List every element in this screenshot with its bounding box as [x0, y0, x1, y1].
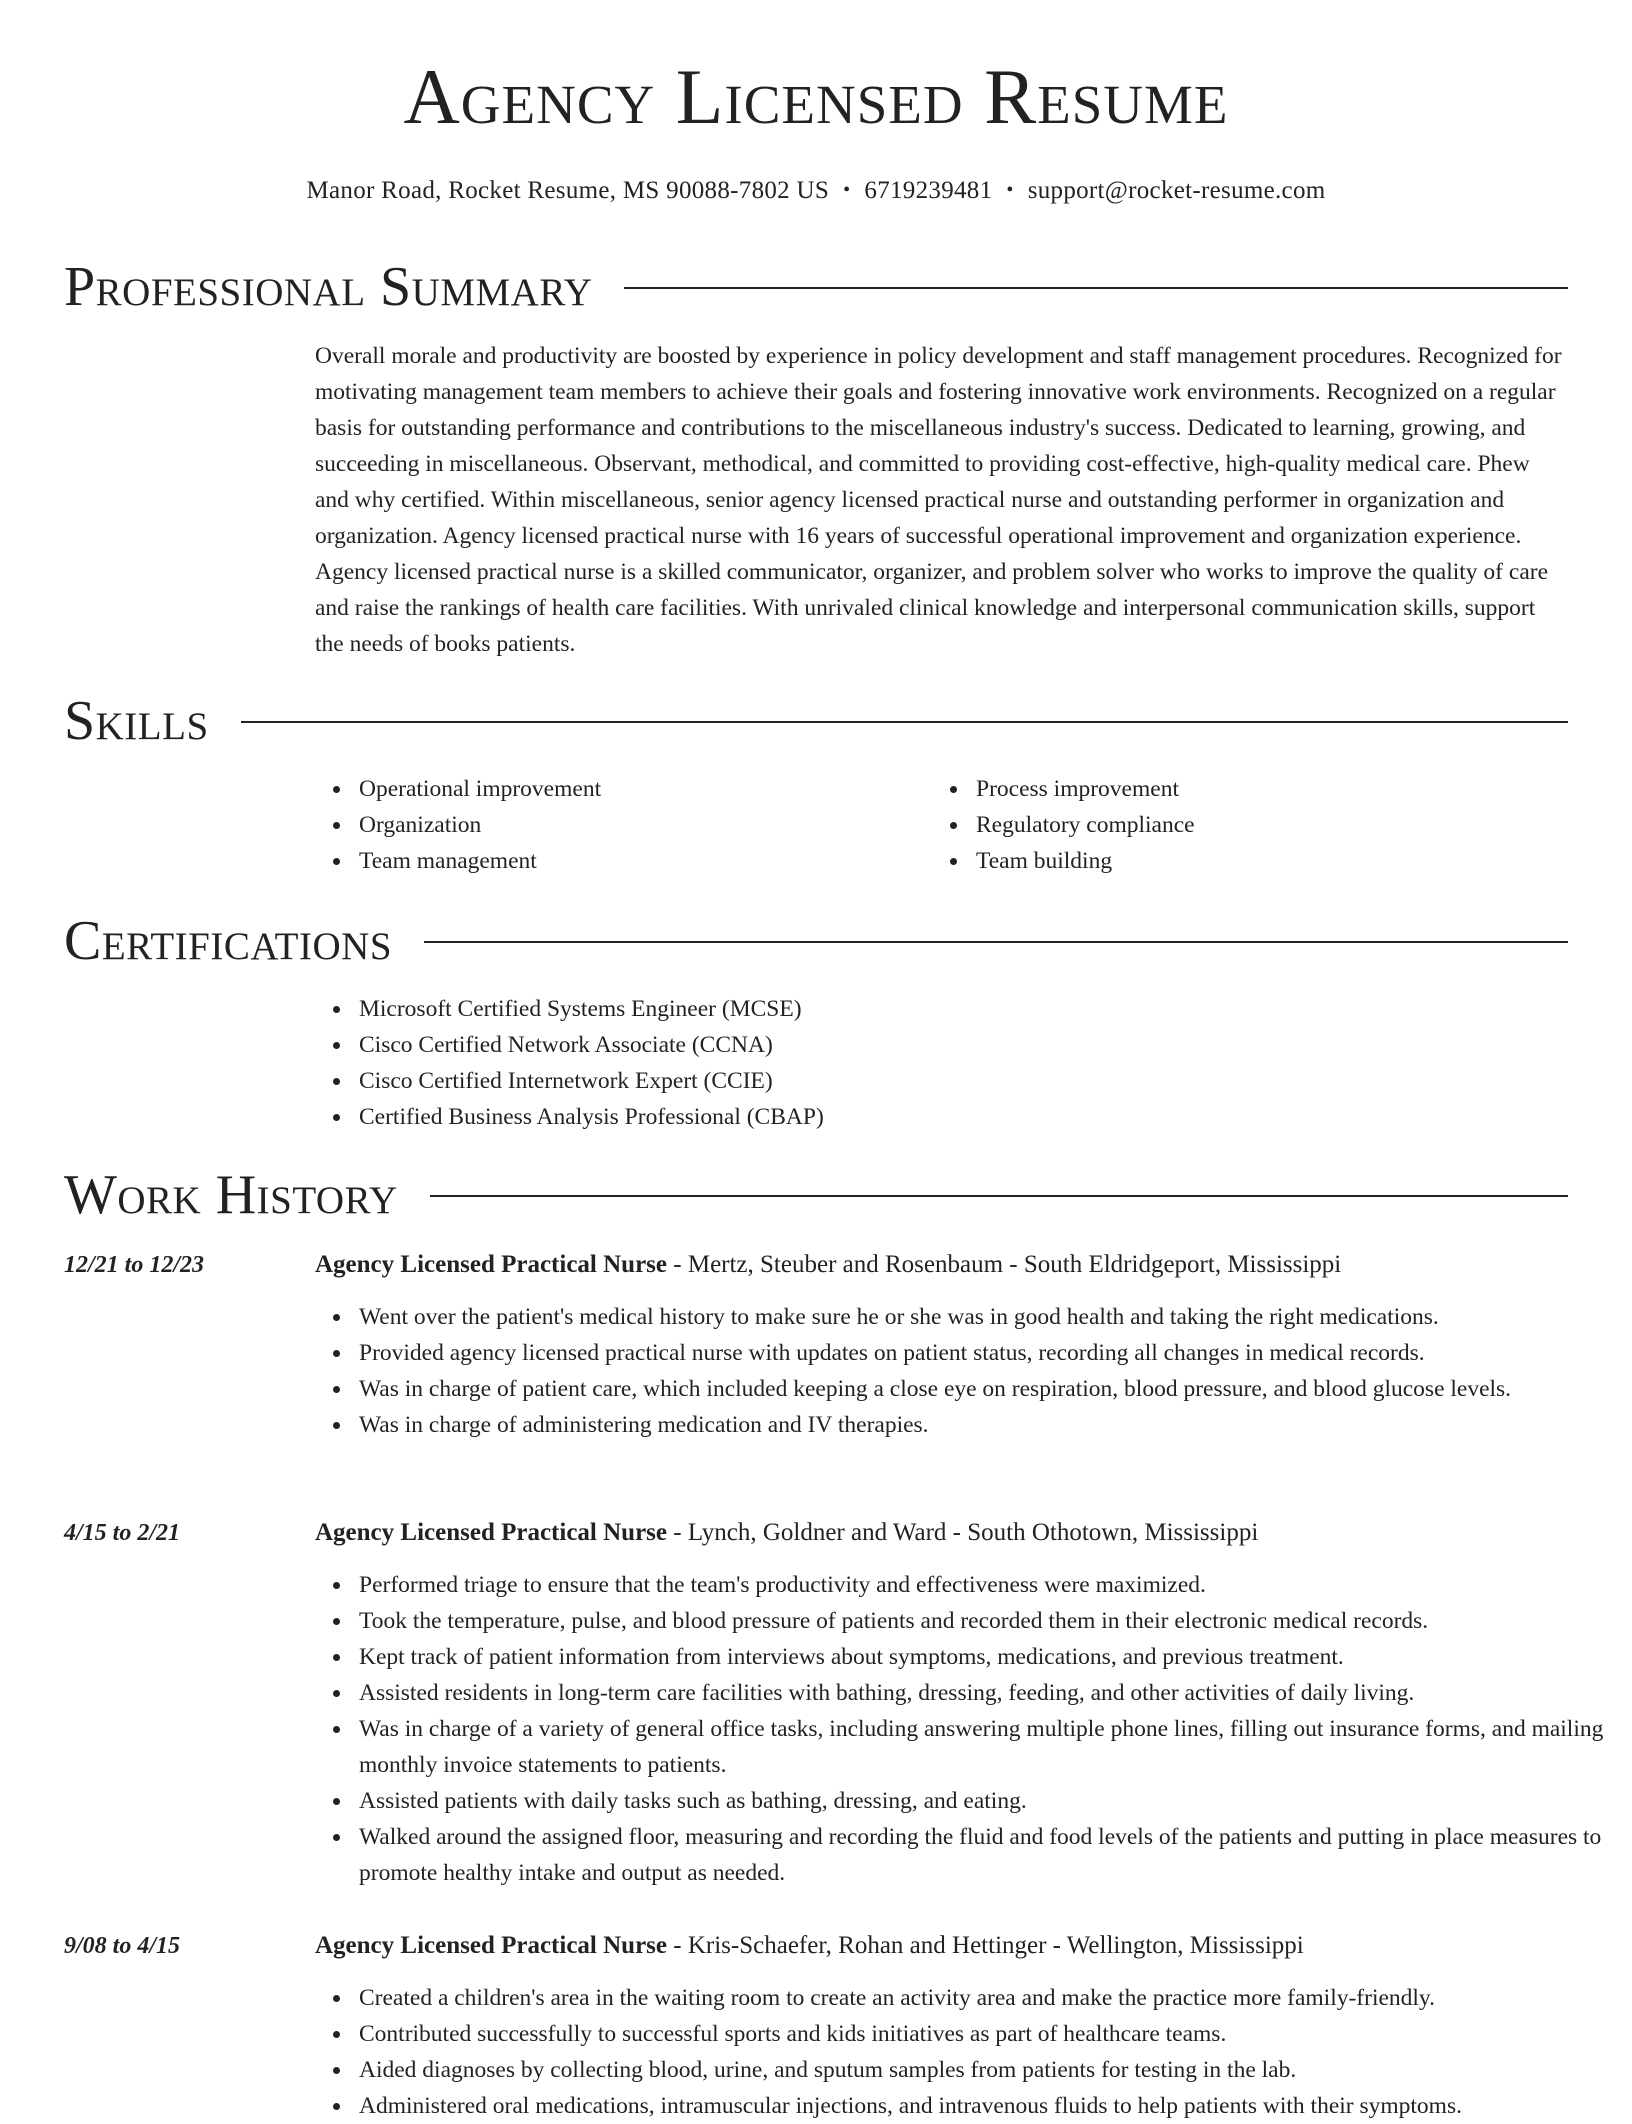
job-title: Agency Licensed Practical Nurse	[315, 1519, 668, 1546]
skill-item: Organization	[359, 807, 915, 843]
job-duty: Aided diagnoses by collecting blood, urine, and sputum samples from patients for testing in the lab.	[359, 2052, 1629, 2088]
job-duty: Administered oral medications, intramuscular injections, and intravenous fluids to help patients with their symptoms.	[359, 2088, 1629, 2124]
job-duty: Took the temperature, pulse, and blood pressure of patients and recorded them in their electronic medical records.	[359, 1603, 1629, 1639]
skills-list-right	[932, 771, 1552, 879]
job-duty: Provided agency licensed practical nurse with updates on patient status, recording all changes in medical records.	[359, 1335, 1629, 1371]
skills-list-left	[315, 771, 915, 879]
job-duty: Created a children's area in the waiting room to create an activity area and make the practice more family-friendly.	[359, 1980, 1629, 2016]
section-divider	[424, 941, 1568, 943]
job-duty: Was in charge of a variety of general office tasks, including answering multiple phone lines, filling out insurance forms, and mailing monthly invoice statements to patients.	[359, 1711, 1629, 1783]
resume-name: Agency Licensed Resume	[403, 53, 1229, 140]
certifications-heading: Certifications	[64, 910, 393, 972]
certification-item: Certified Business Analysis Professional (CBAP)	[359, 1099, 1565, 1135]
certification-item: Microsoft Certified Systems Engineer (MCSE)	[359, 991, 1565, 1027]
certifications-block	[315, 991, 1565, 1135]
skill-item: Regulatory compliance	[976, 807, 1552, 843]
skills-column-right	[932, 771, 1552, 879]
skills-column-left	[315, 771, 915, 879]
job-dates: 4/15 to 2/21	[64, 1520, 181, 1546]
skill-item: Team building	[976, 843, 1552, 879]
section-divider	[624, 287, 1568, 289]
summary-text: Overall morale and productivity are boosted by experience in policy development and staff management procedures. Recognized for motivating management team members to achieve their goals and fostering innovative work environments. Recognized on a regular basis for outstanding performance and contributions to the miscellaneous industry's success. Dedicated to learning, growing, and succeeding in miscellaneous. Observant, methodical, and committed to providing cost-effective, high-quality medical care. Phew and why certified. Within miscellaneous, senior agency licensed practical nurse and outstanding performer in organization and organization. Agency licensed practical nurse with 16 years of successful operational improvement and organization experience. Agency licensed practical nurse is a skilled communicator, organizer, and problem solver who works to improve the quality of care and raise the rankings of health care facilities. With unrivaled clinical knowledge and interpersonal communication skills, support the needs of books patients.	[315, 343, 1562, 657]
certifications-list	[315, 991, 1565, 1135]
job-title: Agency Licensed Practical Nurse	[315, 1932, 668, 1959]
job-duty: Assisted patients with daily tasks such as bathing, dressing, and eating.	[359, 1783, 1629, 1819]
contact-phone: 6719239481	[864, 177, 993, 204]
job-dates: 9/08 to 4/15	[64, 1933, 181, 1959]
summary-heading: Professional Summary	[64, 256, 593, 318]
job-duty: Contributed successfully to successful sports and kids initiatives as part of healthcare teams.	[359, 2016, 1629, 2052]
summary-section-header	[64, 256, 1568, 318]
job-duty: Walked around the assigned floor, measuring and recording the fluid and food levels of the patients and putting in place measures to promote healthy intake and output as needed.	[359, 1819, 1629, 1891]
contact-address: Manor Road, Rocket Resume, MS 90088-7802 US	[306, 177, 830, 204]
skills-heading: Skills	[64, 690, 209, 752]
job-title: Agency Licensed Practical Nurse	[315, 1251, 668, 1278]
skill-item: Team management	[359, 843, 915, 879]
job-duty: Performed triage to ensure that the team's productivity and effectiveness were maximized.	[359, 1567, 1629, 1603]
section-divider	[241, 721, 1568, 723]
job-duties-list	[315, 1980, 1629, 2124]
work-history-heading: Work History	[64, 1164, 398, 1226]
job-company-location: - Kris-Schaefer, Rohan and Hettinger - Wellington, Mississippi	[667, 1932, 1304, 1959]
certification-item: Cisco Certified Network Associate (CCNA)	[359, 1027, 1565, 1063]
job-duty: Was in charge of patient care, which included keeping a close eye on respiration, blood pressure, and blood glucose levels.	[359, 1371, 1629, 1407]
contact-email: support@rocket-resume.com	[1027, 177, 1326, 204]
skills-section-header	[64, 690, 1568, 752]
section-divider	[430, 1195, 1568, 1197]
job-duty: Was in charge of administering medication and IV therapies.	[359, 1407, 1629, 1443]
job-duty: Kept track of patient information from interviews about symptoms, medications, and previous treatment.	[359, 1639, 1629, 1675]
job-dates: 12/21 to 12/23	[64, 1252, 205, 1278]
certifications-section-header	[64, 910, 1568, 972]
job-title-line	[315, 1928, 1304, 1964]
work-history-section-header	[64, 1164, 1568, 1226]
job-duty: Assisted residents in long-term care facilities with bathing, dressing, feeding, and other activities of daily living.	[359, 1675, 1629, 1711]
skill-item: Process improvement	[976, 771, 1552, 807]
contact-separator: •	[1006, 179, 1014, 201]
skill-item: Operational improvement	[359, 771, 915, 807]
job-company-location: - Mertz, Steuber and Rosenbaum - South Eldridgeport, Mississippi	[667, 1251, 1342, 1278]
job-duty: Went over the patient's medical history to make sure he or she was in good health and taking the right medications.	[359, 1299, 1629, 1335]
job-duties-list	[315, 1299, 1629, 1443]
job-duties-list	[315, 1567, 1629, 1891]
job-company-location: - Lynch, Goldner and Ward - South Othotown, Mississippi	[667, 1519, 1259, 1546]
contact-separator: •	[843, 179, 851, 201]
certification-item: Cisco Certified Internetwork Expert (CCIE)	[359, 1063, 1565, 1099]
job-title-line	[315, 1515, 1258, 1551]
contact-line	[0, 176, 1632, 206]
job-title-line	[315, 1247, 1341, 1283]
